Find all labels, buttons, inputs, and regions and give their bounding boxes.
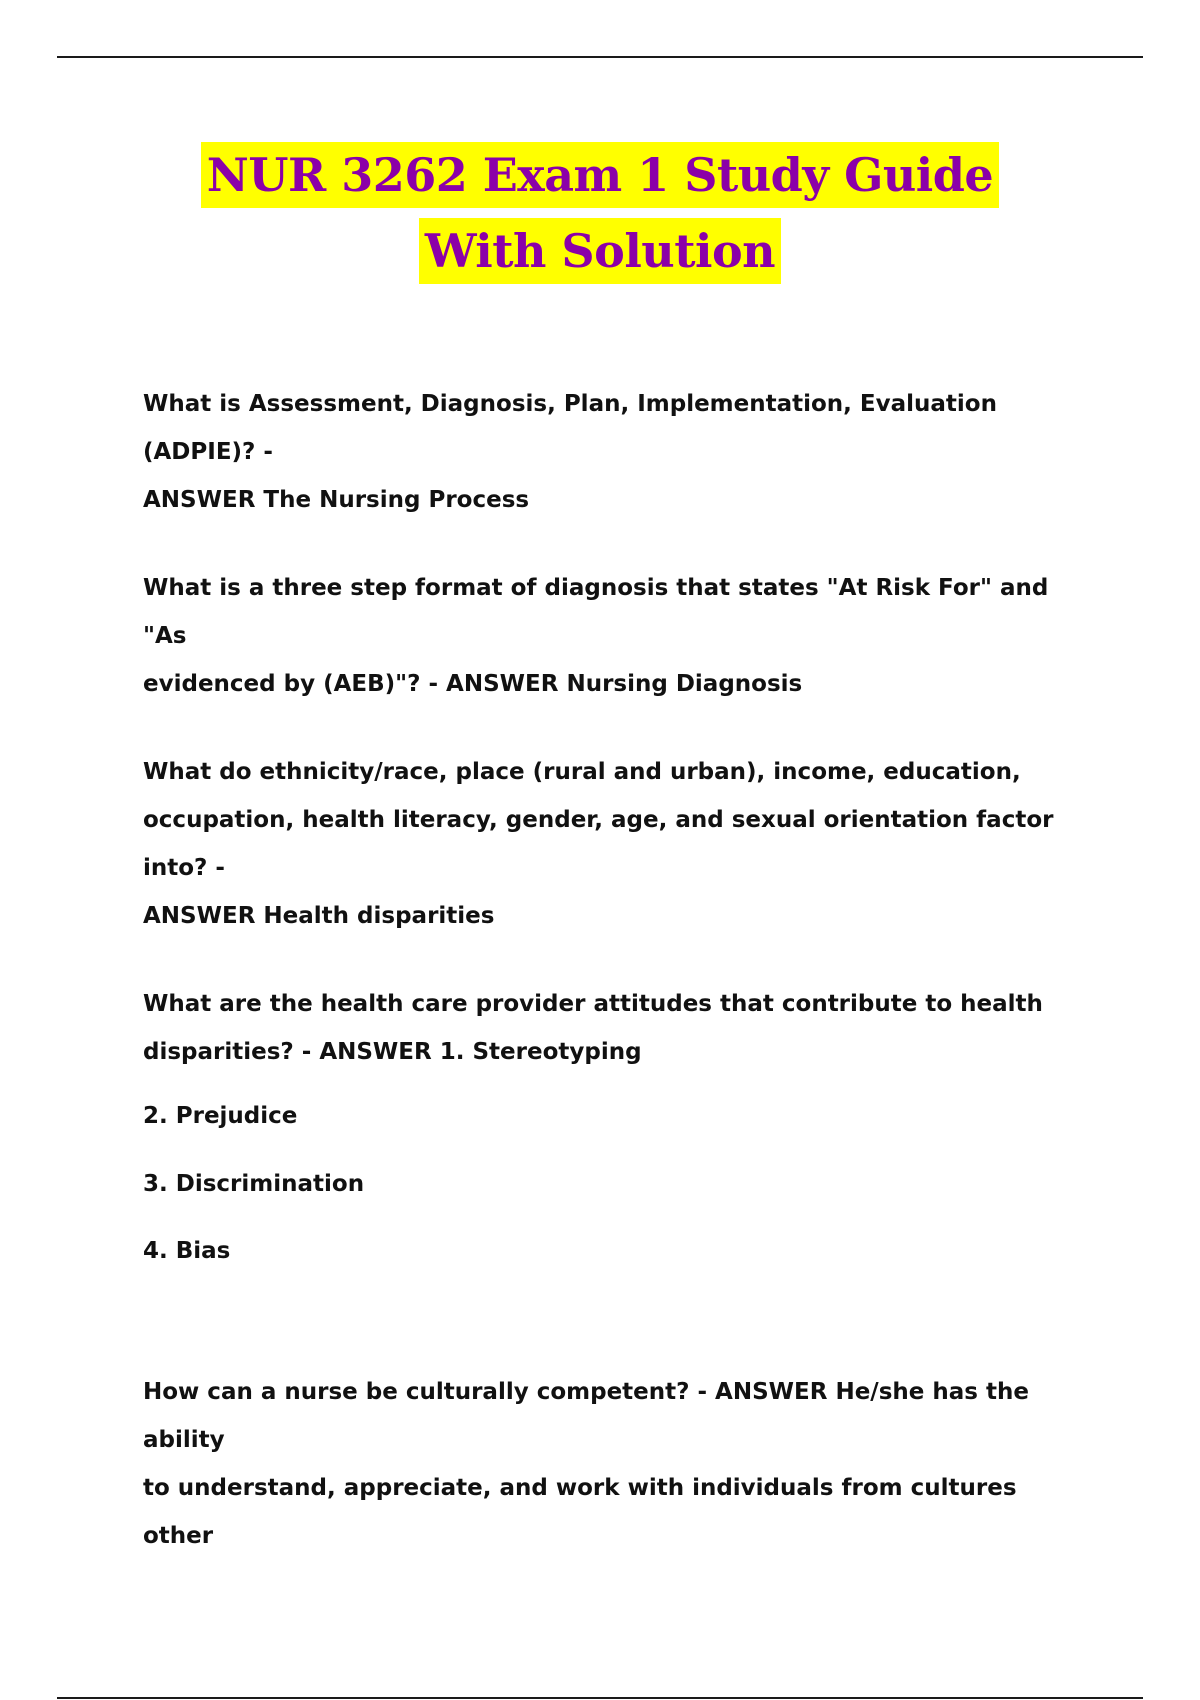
qa-3-line-3: ANSWER Health disparities xyxy=(143,903,495,929)
qa-5-line-2: to understand, appreciate, and work with individuals from cultures other xyxy=(143,1475,1017,1549)
qa-4-line-2: disparities? - ANSWER 1. Stereotyping xyxy=(143,1039,642,1065)
qa-2-line-2: evidenced by (AEB)"? - ANSWER Nursing Diagnosis xyxy=(143,671,803,697)
qa-2-line-1: What is a three step format of diagnosis that states "At Risk For" and "As xyxy=(143,575,1049,649)
title-line-1: NUR 3262 Exam 1 Study Guide xyxy=(201,142,999,208)
qa-4-line-1: What are the health care provider attitudes that contribute to health xyxy=(143,991,1043,1017)
answer-list-item: 4. Bias xyxy=(143,1238,231,1264)
document-title xyxy=(0,142,1200,294)
qa-item-2 xyxy=(143,564,1083,708)
answer-list-item: 3. Discrimination xyxy=(143,1171,365,1197)
answer-list-item: 2. Prejudice xyxy=(143,1103,298,1129)
qa-item-1 xyxy=(143,380,1083,524)
qa-3-line-1: What do ethnicity/race, place (rural and urban), income, education, xyxy=(143,759,1021,785)
qa-5-line-1: How can a nurse be culturally competent? - ANSWER He/she has the ability xyxy=(143,1379,1029,1453)
title-line-2: With Solution xyxy=(419,218,781,284)
top-divider xyxy=(57,56,1143,58)
qa-item-3 xyxy=(143,748,1083,940)
qa-1-line-1: What is Assessment, Diagnosis, Plan, Implementation, Evaluation (ADPIE)? - xyxy=(143,391,997,465)
bottom-divider xyxy=(57,1697,1143,1699)
qa-1-line-2: ANSWER The Nursing Process xyxy=(143,487,530,513)
qa-item-5 xyxy=(143,1368,1083,1560)
qa-3-line-2: occupation, health literacy, gender, age, and sexual orientation factor into? - xyxy=(143,807,1054,881)
qa-item-4 xyxy=(143,980,1083,1076)
